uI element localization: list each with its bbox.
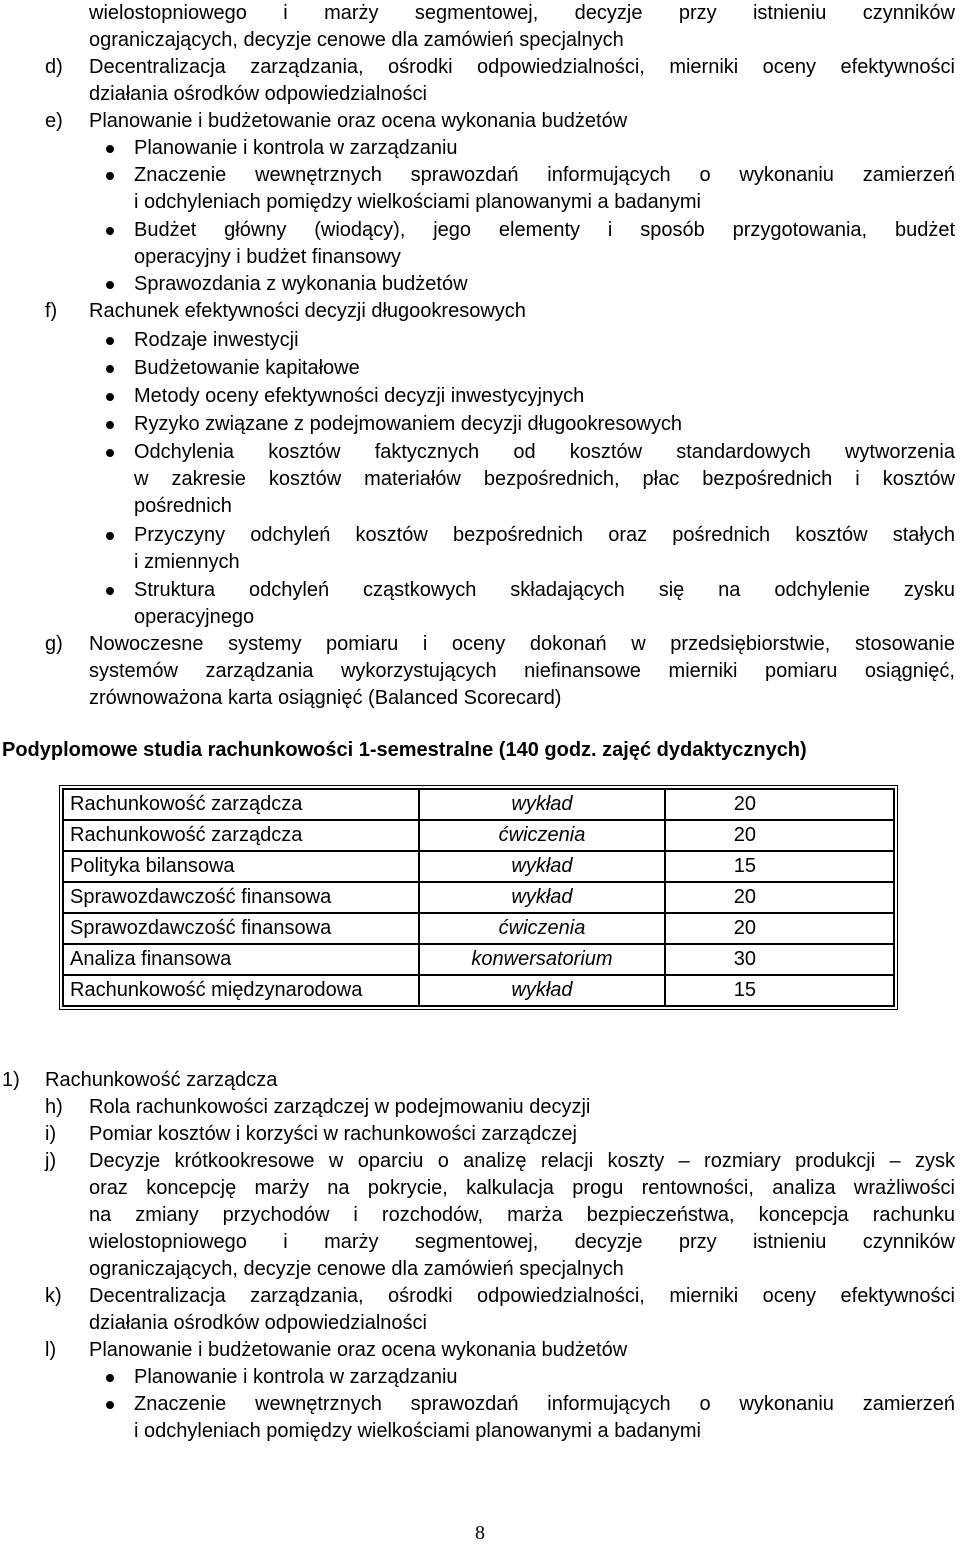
- subject-cell: Sprawozdawczość finansowa: [63, 913, 419, 944]
- text-line: Nowoczesne systemy pomiaru i oceny dokonań w przedsiębiorstwie, stosowanie: [89, 633, 955, 655]
- hours-cell: 20: [665, 789, 894, 820]
- subject-cell: Polityka bilansowa: [63, 851, 419, 882]
- form-cell: wykład: [419, 789, 665, 820]
- bullet-icon: [106, 421, 114, 429]
- bullet-text: pośrednich: [134, 495, 232, 517]
- text-line: działania ośrodków odpowiedzialności: [89, 83, 427, 105]
- hours-cell: 20: [665, 882, 894, 913]
- bullet-text: Przyczyny odchyleń kosztów bezpośrednich oraz pośrednich kosztów stałych: [134, 524, 955, 546]
- hours-cell: 15: [665, 851, 894, 882]
- section-title: Rachunkowość zarządcza: [45, 1069, 278, 1091]
- hours-cell: 30: [665, 944, 894, 975]
- page-number: 8: [475, 1522, 485, 1544]
- list-label-j: j): [45, 1150, 57, 1172]
- bullet-icon: [106, 365, 114, 373]
- list-item-title: Planowanie i budżetowanie oraz ocena wykonania budżetów: [89, 1339, 628, 1361]
- hours-cell: 15: [665, 975, 894, 1006]
- bullet-text: Znaczenie wewnętrznych sprawozdań informujących o wykonaniu zamierzeń: [134, 164, 955, 186]
- list-item-title: Rachunek efektywności decyzji długookresowych: [89, 300, 526, 322]
- courses-table-body: [63, 789, 894, 1006]
- bullet-icon: [106, 532, 114, 540]
- courses-table: [62, 788, 895, 1007]
- table-row: [63, 820, 894, 851]
- bullet-text: Ryzyko związane z podejmowaniem decyzji długookresowych: [134, 413, 683, 435]
- list-label-h: h): [45, 1096, 63, 1118]
- bullet-icon: [106, 587, 114, 595]
- text-line: zrównoważona karta osiągnięć (Balanced Scorecard): [89, 687, 562, 709]
- bullet-text: Odchylenia kosztów faktycznych od kosztów standardowych wytworzenia: [134, 441, 955, 463]
- bullet-icon: [106, 281, 114, 289]
- hours-cell: 20: [665, 820, 894, 851]
- form-cell: wykład: [419, 851, 665, 882]
- form-cell: wykład: [419, 975, 665, 1006]
- list-item-title: Pomiar kosztów i korzyści w rachunkowości zarządczej: [89, 1123, 577, 1145]
- form-cell: ćwiczenia: [419, 913, 665, 944]
- text-line: systemów zarządzania wykorzystujących niefinansowe mierniki pomiaru osiągnięć,: [89, 660, 955, 682]
- bullet-text: Planowanie i kontrola w zarządzaniu: [134, 1366, 458, 1388]
- bullet-text: operacyjny i budżet finansowy: [134, 246, 401, 268]
- list-label-d: d): [45, 56, 63, 78]
- hours-cell: 20: [665, 913, 894, 944]
- bullet-icon: [106, 449, 114, 457]
- list-label-g: g): [45, 633, 63, 655]
- bullet-icon: [106, 227, 114, 235]
- table-row: [63, 944, 894, 975]
- list-label-l: l): [45, 1339, 57, 1361]
- list-label-k: k): [45, 1285, 62, 1307]
- section-heading: Podyplomowe studia rachunkowości 1-semestralne (140 godz. zajęć dydaktycznych): [2, 739, 807, 761]
- text-line: ograniczających, decyzje cenowe dla zamówień specjalnych: [89, 1258, 624, 1280]
- bullet-text: Sprawozdania z wykonania budżetów: [134, 273, 468, 295]
- text-line: na zmiany przychodów i rozchodów, marża bezpieczeństwa, koncepcja rachunku: [89, 1204, 955, 1226]
- text-line: wielostopniowego i marży segmentowej, decyzje przy istnieniu czynników: [89, 1231, 955, 1253]
- text-line: Decentralizacja zarządzania, ośrodki odpowiedzialności, mierniki oceny efektywności: [89, 56, 955, 78]
- text-line: Decentralizacja zarządzania, ośrodki odpowiedzialności, mierniki oceny efektywności: [89, 1285, 955, 1307]
- table-row: [63, 789, 894, 820]
- bullet-text: i odchyleniach pomiędzy wielkościami planowanymi a badanymi: [134, 1420, 701, 1442]
- form-cell: ćwiczenia: [419, 820, 665, 851]
- table-row: [63, 851, 894, 882]
- bullet-icon: [106, 393, 114, 401]
- bullet-icon: [106, 1374, 114, 1382]
- bullet-text: w zakresie kosztów materiałów bezpośrednich, płac bezpośrednich i kosztów: [134, 468, 955, 490]
- form-cell: konwersatorium: [419, 944, 665, 975]
- list-label-e: e): [45, 110, 63, 132]
- table-row: [63, 975, 894, 1006]
- text-line: ograniczających, decyzje cenowe dla zamówień specjalnych: [89, 29, 624, 51]
- form-cell: wykład: [419, 882, 665, 913]
- table-row: [63, 882, 894, 913]
- subject-cell: Rachunkowość międzynarodowa: [63, 975, 419, 1006]
- subject-cell: Rachunkowość zarządcza: [63, 789, 419, 820]
- list-item-title: Rola rachunkowości zarządczej w podejmowaniu decyzji: [89, 1096, 591, 1118]
- text-line: oraz koncepcję marży na pokrycie, kalkulacja progu rentowności, analiza wrażliwości: [89, 1177, 955, 1199]
- text-line: Decyzje krótkookresowe w oparciu o analizę relacji koszty – rozmiary produkcji – zysk: [89, 1150, 955, 1172]
- bullet-text: Znaczenie wewnętrznych sprawozdań informujących o wykonaniu zamierzeń: [134, 1393, 955, 1415]
- list-item-title: Planowanie i budżetowanie oraz ocena wykonania budżetów: [89, 110, 628, 132]
- bullet-text: i odchyleniach pomiędzy wielkościami planowanymi a badanymi: [134, 191, 701, 213]
- subject-cell: Analiza finansowa: [63, 944, 419, 975]
- bullet-text: Budżetowanie kapitałowe: [134, 357, 360, 379]
- subject-cell: Rachunkowość zarządcza: [63, 820, 419, 851]
- list-label-f: f): [45, 300, 58, 322]
- bullet-text: Budżet główny (wiodący), jego elementy i sposób przygotowania, budżet: [134, 219, 955, 241]
- text-line: wielostopniowego i marży segmentowej, decyzje przy istnieniu czynników: [89, 2, 955, 24]
- list-label-1: 1): [2, 1069, 20, 1091]
- bullet-text: Struktura odchyleń cząstkowych składających się na odchylenie zysku: [134, 579, 955, 601]
- bullet-icon: [106, 145, 114, 153]
- bullet-icon: [106, 172, 114, 180]
- text-line: działania ośrodków odpowiedzialności: [89, 1312, 427, 1334]
- bullet-icon: [106, 337, 114, 345]
- bullet-icon: [106, 1401, 114, 1409]
- subject-cell: Sprawozdawczość finansowa: [63, 882, 419, 913]
- bullet-text: Metody oceny efektywności decyzji inwestycyjnych: [134, 385, 585, 407]
- bullet-text: operacyjnego: [134, 606, 255, 628]
- list-label-i: i): [45, 1123, 57, 1145]
- bullet-text: Rodzaje inwestycji: [134, 329, 299, 351]
- bullet-text: Planowanie i kontrola w zarządzaniu: [134, 137, 458, 159]
- bullet-text: i zmiennych: [134, 551, 240, 573]
- table-row: [63, 913, 894, 944]
